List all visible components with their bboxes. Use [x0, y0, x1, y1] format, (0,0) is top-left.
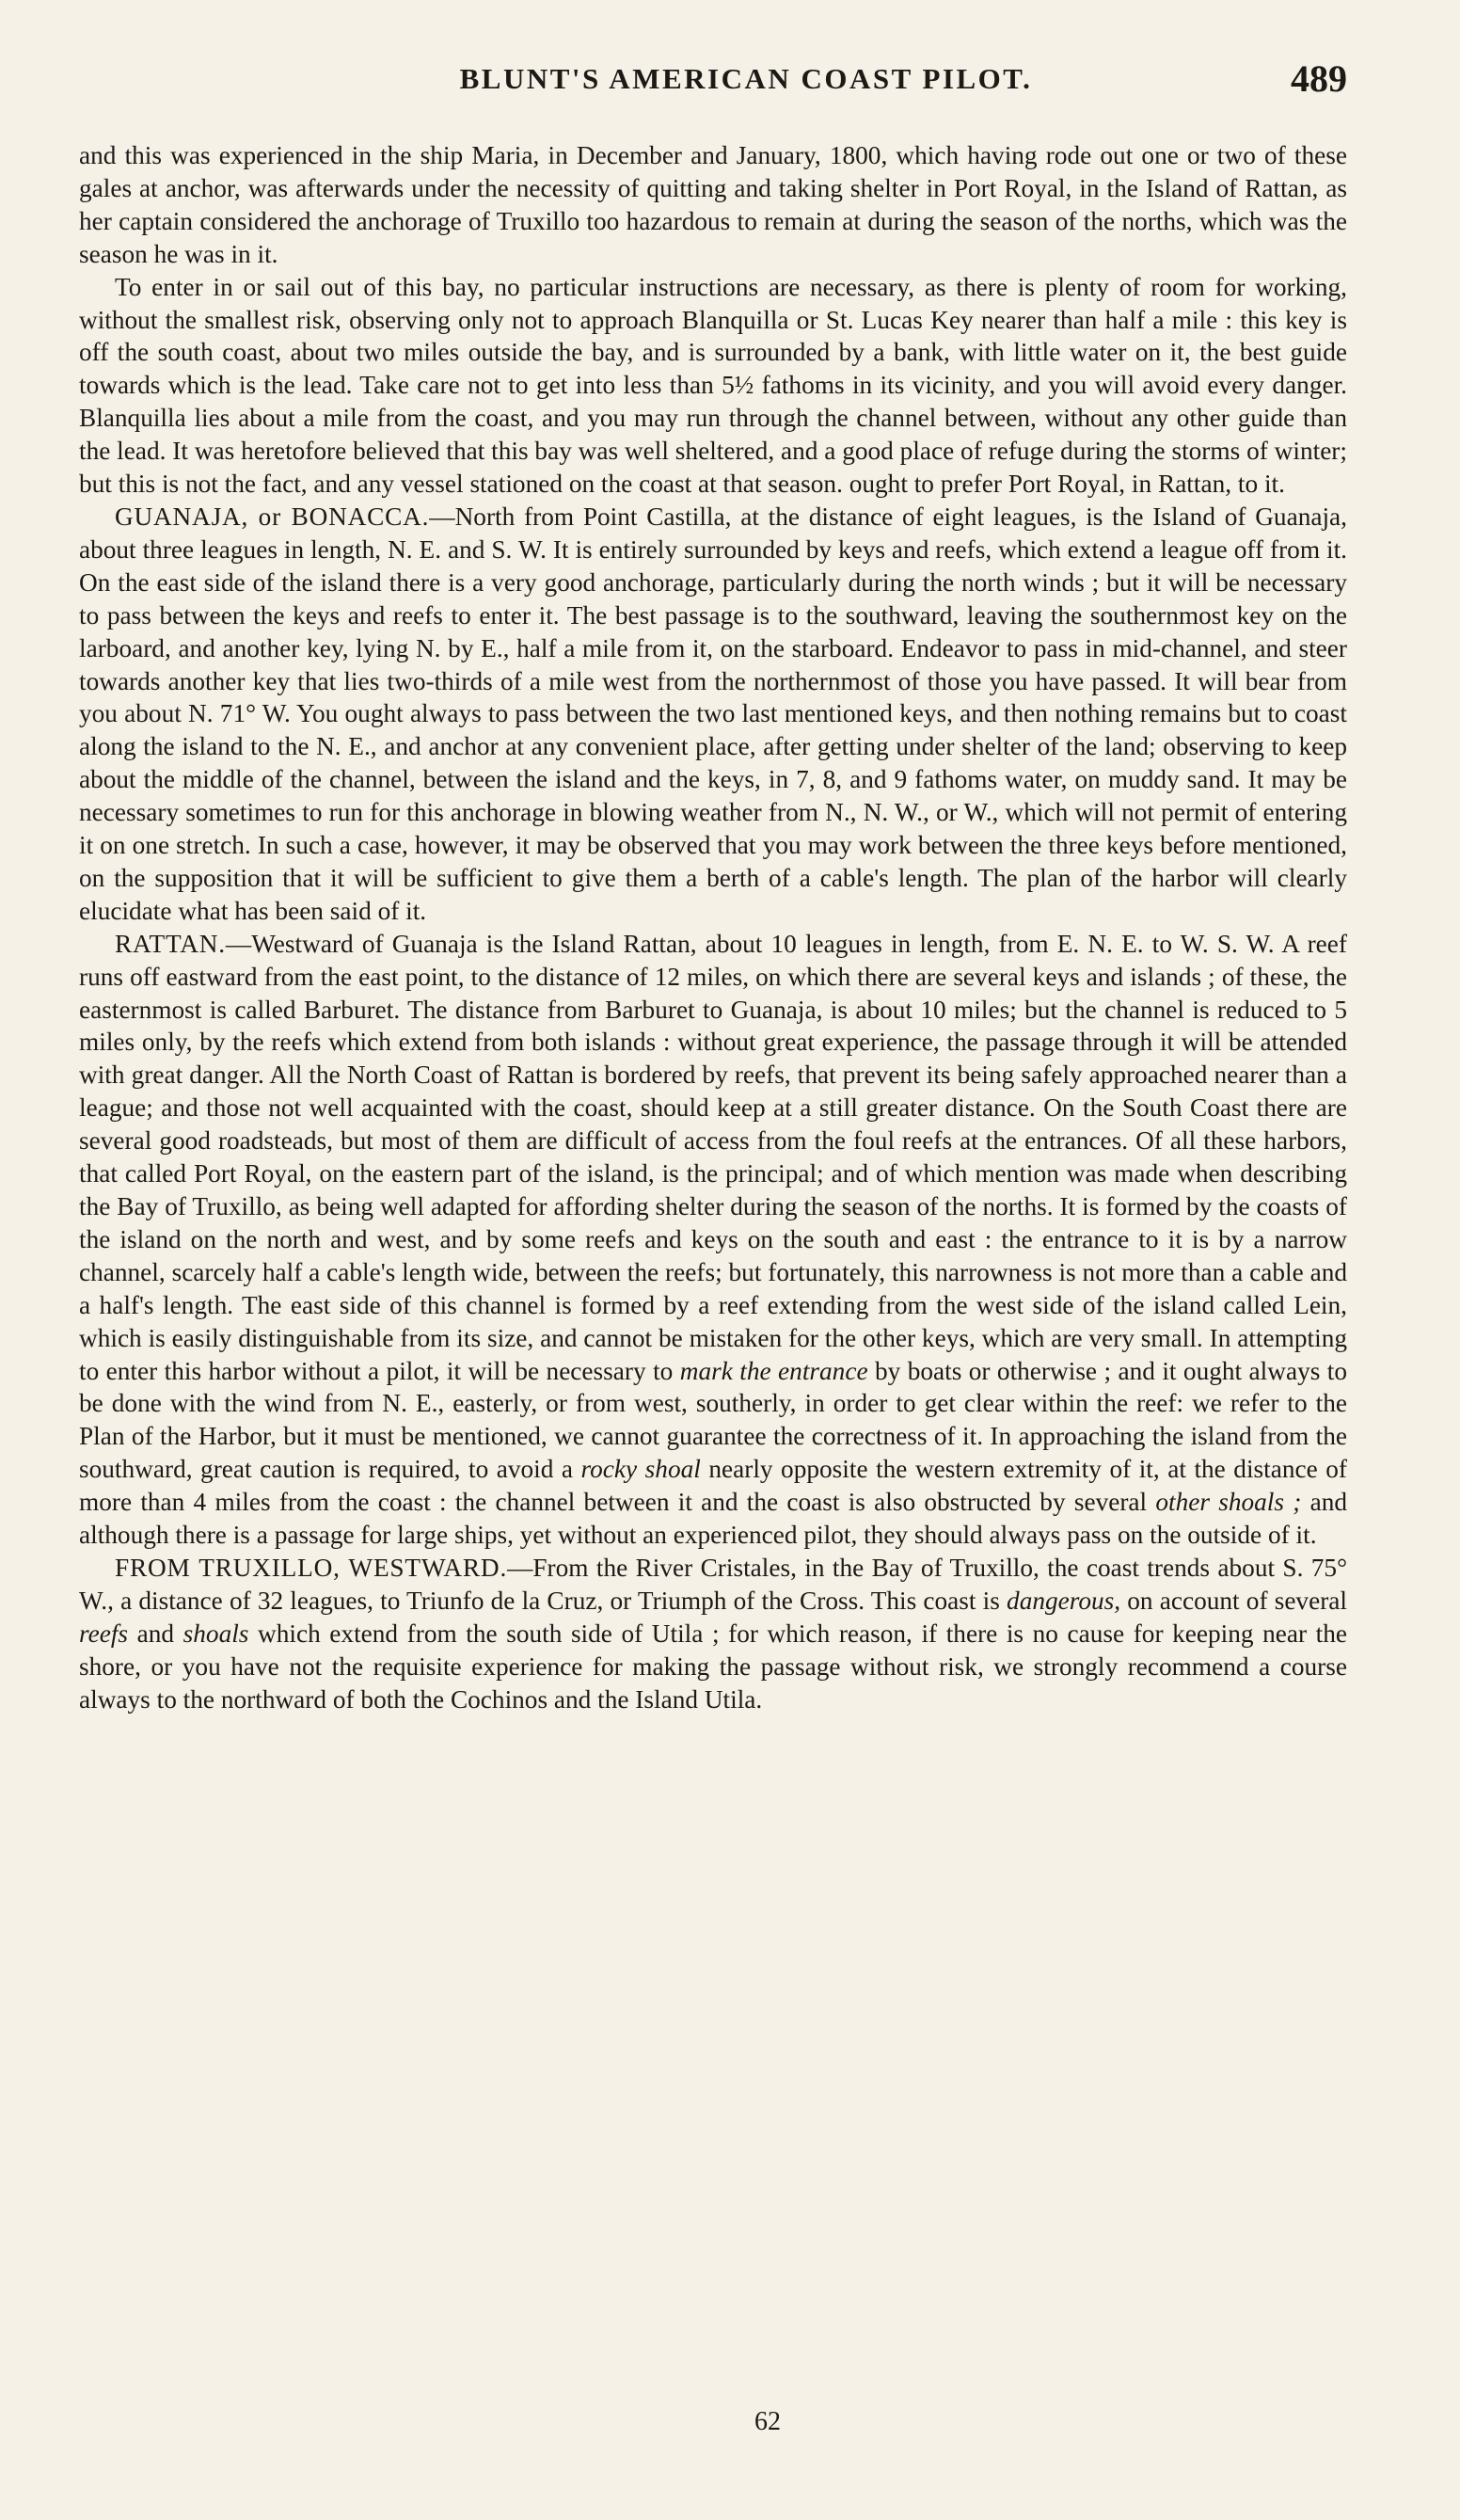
- paragraph-guanaja: [79, 501, 1347, 928]
- signature-mark: 62: [754, 2407, 781, 2436]
- emphasis-other-shoals: other shoals ;: [1155, 1488, 1302, 1517]
- page-number: 489: [1291, 57, 1347, 100]
- paragraph-rattan-text-d: and although there is a passage for large ships, yet without an experienced pilot, they should always pass on the outside of it.: [79, 1488, 1347, 1550]
- paragraph-truxillo-text-a: —From the River Cristales, in the Bay of Truxillo, the coast trends about S. 75° W., a distance of 32 leagues, to Triunfo de la Cruz, or Triumph of the Cross. This coast is: [79, 1553, 1347, 1615]
- emphasis-shoals: shoals: [182, 1619, 249, 1648]
- emphasis-rocky-shoal: rocky shoal: [580, 1455, 701, 1484]
- paragraph-from-truxillo: [79, 1552, 1347, 1716]
- paragraph-rattan: [79, 928, 1347, 1552]
- body-text: [79, 139, 1347, 1716]
- emphasis-mark-the-entrance: mark the entrance: [679, 1356, 868, 1385]
- paragraph-rattan-text-c: nearly opposite the western extremity of it, at the distance of more than 4 miles from the coast : the channel between it and the coast is also obstructed by several: [79, 1455, 1347, 1517]
- paragraph-truxillo-text-d: which extend from the south side of Utila ; for which reason, if there is no cause for keeping near the shore, or you have not the requisite experience for making the passage without risk, we strongly recommend a course always to the northward of both the Cochinos and the Island Utila.: [79, 1619, 1347, 1714]
- section-heading-guanaja: GUANAJA, or BONACCA.: [115, 502, 430, 531]
- paragraph-rattan-text-b: by boats or otherwise ; and it ought always to be done with the wind from N. E., easterly, or from west, southerly, in order to get clear within the reef: we refer to the Plan of the Harbor, but it must be mentioned, we cannot guarantee the correctness of it. In approaching the island from the southward, great caution is required, to avoid a: [79, 1356, 1347, 1484]
- paragraph-truxillo-text-b: on account of several: [1120, 1586, 1347, 1615]
- paragraph-rattan-text-a: —Westward of Guanaja is the Island Rattan, about 10 leagues in length, from E. N. E. to W. S. W. A reef runs off eastward from the east point, to the distance of 12 miles, on which there are several keys and islands ; of these, the easternmost is called Barburet. The distance from Barburet to Guanaja, is about 10 miles; but the channel is reduced to 5 miles only, by the reefs which extend from both islands : without great experience, the passage through it will be attended with great danger. All the North Coast of Rattan is bordered by reefs, that prevent its being safely approached nearer than a league; and those not well acquainted with the coast, should keep at a still greater distance. On the South Coast there are several good roadsteads, but most of them are difficult of access from the foul reefs at the entrances. Of all these harbors, that called Port Royal, on the eastern part of the island, is the principal; and of which mention was made when describing the Bay of Truxillo, as being well adapted for affording shelter during the season of the norths. It is formed by the coasts of the island on the north and west, and by some reefs and keys on the south and east : the entrance to it is by a narrow channel, scarcely half a cable's length wide, between the reefs; but fortunately, this narrowness is not more than a cable and a half's length. The east side of this channel is formed by a reef extending from the west side of the island called Lein, which is easily distinguishable from its size, and cannot be mistaken for the other keys, which are very small. In attempting to enter this harbor without a pilot, it will be necessary to: [79, 929, 1347, 1385]
- section-heading-rattan: RATTAN.: [115, 929, 226, 958]
- paragraph-guanaja-text: —North from Point Castilla, at the distance of eight leagues, is the Island of Guanaja, about three leagues in length, N. E. and S. W. It is entirely surrounded by keys and reefs, which extend a league off from it. On the east side of the island there is a very good anchorage, particularly during the north winds ; but it will be necessary to pass between the keys and reefs to enter it. The best passage is to the southward, leaving the southernmost key on the larboard, and another key, lying N. by E., half a mile from it, on the starboard. Endeavor to pass in mid-channel, and steer towards another key that lies two-thirds of a mile west from the northernmost of those you have passed. It will bear from you about N. 71° W. You ought always to pass between the two last mentioned keys, and then nothing remains but to coast along the island to the N. E., and anchor at any convenient place, after getting under shelter of the land; observing to keep about the middle of the channel, between the island and the keys, in 7, 8, and 9 fathoms water, on muddy sand. It may be necessary sometimes to run for this anchorage in blowing weather from N., N. W., or W., which will not permit of entering it on one stretch. In such a case, however, it may be observed that you may work between the three keys before mentioned, on the supposition that it will be sufficient to give them a berth of a cable's length. The plan of the harbor will clearly elucidate what has been said of it.: [79, 502, 1347, 925]
- section-heading-from-truxillo: FROM TRUXILLO, WESTWARD.: [115, 1553, 508, 1582]
- emphasis-reefs: reefs: [79, 1619, 129, 1648]
- paragraph-entering-bay: To enter in or sail out of this bay, no particular instructions are necessary, as there is plenty of room for working, without the smallest risk, observing only not to approach Blanquilla or St. Lucas Key nearer than half a mile : this key is off the south coast, about two miles outside the bay, and is surrounded by a bank, with little water on it, the best guide towards which is the lead. Take care not to get into less than 5½ fathoms in its vicinity, and you will avoid every danger. Blanquilla lies about a mile from the coast, and you may run through the channel between, without any other guide than the lead. It was heretofore believed that this bay was well sheltered, and a good place of refuge during the storms of winter; but this is not the fact, and any vessel stationed on the coast at that season. ought to prefer Port Royal, in Rattan, to it.: [79, 272, 1347, 499]
- running-head: BLUNT'S AMERICAN COAST PILOT.: [459, 62, 1033, 95]
- page-header: [79, 57, 1347, 109]
- paragraph-truxillo-text-c: and: [128, 1619, 175, 1648]
- paragraph-continued: and this was experienced in the ship Maria, in December and January, 1800, which having rode out one or two of these gales at anchor, was afterwards under the necessity of quitting and taking shelter in Port Royal, in the Island of Rattan, as her captain considered the anchorage of Truxillo too hazardous to remain at during the season of the norths, which was the season he was in it.: [79, 141, 1347, 268]
- emphasis-dangerous: dangerous,: [1007, 1586, 1121, 1615]
